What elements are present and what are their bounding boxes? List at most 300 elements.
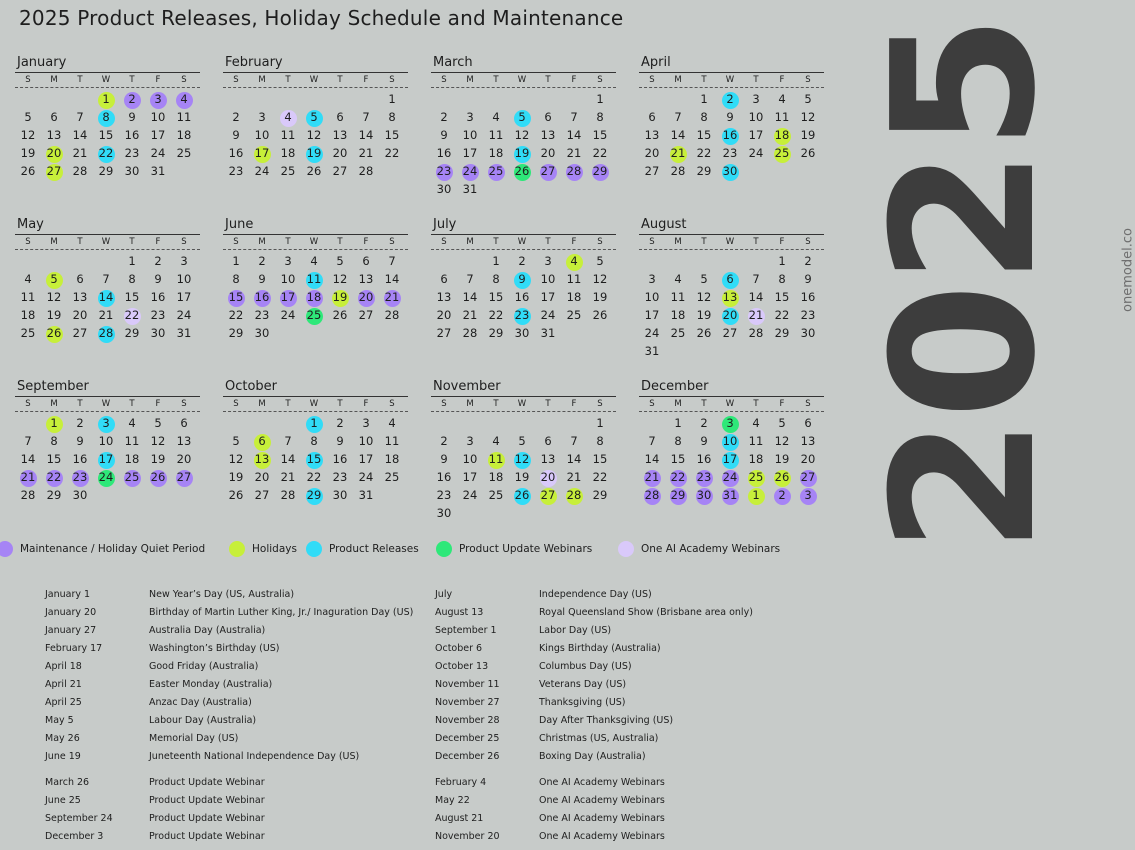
day-cell: [483, 289, 509, 307]
day-cell: [301, 487, 327, 505]
day-number: 5: [232, 434, 240, 449]
event-row: [45, 693, 425, 711]
day-cell: [639, 415, 665, 433]
day-number: 9: [336, 434, 344, 449]
weekday-label: S: [233, 237, 239, 247]
event-name: Memorial Day (US): [149, 732, 239, 744]
day-cell: [93, 145, 119, 163]
day-cell: [223, 127, 249, 145]
day-cell: [795, 415, 821, 433]
day-cell: [249, 127, 275, 145]
day-number: 19: [46, 308, 62, 323]
event-name: Columbus Day (US): [539, 660, 632, 672]
weekday-label: S: [233, 75, 239, 85]
day-number: 17: [748, 128, 764, 143]
event-date: June 19: [45, 750, 81, 762]
day-cell: [327, 145, 353, 163]
day-number: 12: [46, 290, 62, 305]
day-cell: [769, 469, 795, 487]
day-number: 19: [514, 470, 530, 485]
weekday-label: S: [181, 75, 187, 85]
week-row: [431, 271, 616, 289]
event-date: June 25: [45, 794, 81, 806]
day-number: 6: [804, 416, 812, 431]
day-marker: 3: [722, 416, 739, 433]
day-number: 15: [384, 128, 400, 143]
event-date: December 3: [45, 830, 104, 842]
day-number: 13: [358, 272, 374, 287]
day-cell: [483, 127, 509, 145]
day-cell: [691, 325, 717, 343]
day-cell: [171, 145, 197, 163]
day-cell: [691, 163, 717, 181]
event-name: Independence Day (US): [539, 588, 652, 600]
day-marker: 22: [670, 470, 687, 487]
event-name: Product Update Webinar: [149, 812, 265, 824]
day-number: 31: [176, 326, 192, 341]
day-cell: [743, 163, 769, 181]
day-cell: [769, 289, 795, 307]
event-row: [435, 773, 815, 791]
day-number: 16: [696, 452, 712, 467]
event-date: October 13: [435, 660, 489, 672]
day-cell: [717, 343, 743, 361]
day-cell: [93, 271, 119, 289]
day-marker: 20: [722, 308, 739, 325]
day-cell: [327, 271, 353, 289]
day-marker: 12: [514, 452, 531, 469]
week-row: [223, 307, 408, 325]
day-cell: [665, 127, 691, 145]
day-number: 17: [150, 128, 166, 143]
day-cell: [535, 487, 561, 505]
day-marker: 21: [670, 146, 687, 163]
weekday-label: S: [25, 399, 31, 409]
legend-label: Maintenance / Holiday Quiet Period: [20, 543, 206, 555]
day-number: 11: [774, 110, 790, 125]
day-number: 7: [570, 110, 578, 125]
day-cell: [41, 289, 67, 307]
day-cell: [119, 307, 145, 325]
month-block: [223, 380, 408, 505]
day-cell: [379, 127, 405, 145]
day-cell: [249, 469, 275, 487]
week-rows: [15, 91, 200, 181]
day-cell: [483, 469, 509, 487]
week-row: [431, 145, 616, 163]
day-number: 24: [644, 326, 660, 341]
day-number: 14: [20, 452, 36, 467]
day-number: 14: [566, 452, 582, 467]
weekday-label: T: [493, 399, 499, 409]
day-marker: 28: [566, 488, 583, 505]
day-number: 16: [124, 128, 140, 143]
week-row: [431, 469, 616, 487]
day-marker: 25: [488, 164, 505, 181]
day-marker: 4: [176, 92, 193, 109]
week-row: [431, 487, 616, 505]
day-cell: [795, 109, 821, 127]
day-cell: [743, 307, 769, 325]
day-cell: [67, 127, 93, 145]
day-number: 24: [462, 488, 478, 503]
day-cell: [353, 253, 379, 271]
week-row: [223, 469, 408, 487]
day-number: 7: [466, 272, 474, 287]
day-number: 19: [774, 452, 790, 467]
month-block: [223, 56, 408, 181]
day-cell: [561, 451, 587, 469]
day-cell: [769, 307, 795, 325]
day-number: 12: [150, 434, 166, 449]
event-name: Boxing Day (Australia): [539, 750, 646, 762]
weekday-header: [15, 73, 200, 88]
day-cell: [145, 451, 171, 469]
day-cell: [795, 163, 821, 181]
day-cell: [587, 109, 613, 127]
day-cell: [379, 163, 405, 181]
day-number: 3: [284, 254, 292, 269]
weekday-label: W: [725, 399, 735, 409]
day-cell: [15, 109, 41, 127]
day-cell: [717, 487, 743, 505]
day-number: 1: [596, 416, 604, 431]
day-number: 9: [258, 272, 266, 287]
day-cell: [353, 127, 379, 145]
event-name: Australia Day (Australia): [149, 624, 266, 636]
day-number: 7: [102, 272, 110, 287]
day-marker: 13: [254, 452, 271, 469]
day-cell: [353, 289, 379, 307]
weekday-label: T: [77, 399, 83, 409]
day-cell: [171, 271, 197, 289]
day-cell: [145, 325, 171, 343]
day-number: 23: [436, 488, 452, 503]
day-number: 16: [332, 452, 348, 467]
day-number: 21: [98, 308, 114, 323]
day-cell: [145, 145, 171, 163]
day-number: 12: [592, 272, 608, 287]
day-number: 3: [466, 110, 474, 125]
day-number: 12: [228, 452, 244, 467]
day-cell: [587, 253, 613, 271]
day-number: 17: [462, 146, 478, 161]
month-name: February: [225, 55, 283, 70]
day-cell: [665, 109, 691, 127]
day-number: 24: [748, 146, 764, 161]
day-cell: [275, 271, 301, 289]
day-cell: [691, 289, 717, 307]
day-cell: [795, 289, 821, 307]
day-number: 30: [332, 488, 348, 503]
day-cell: [717, 127, 743, 145]
day-marker: 18: [306, 290, 323, 307]
week-row: [431, 307, 616, 325]
day-number: 29: [488, 326, 504, 341]
week-row: [223, 253, 408, 271]
day-number: 16: [150, 290, 166, 305]
day-cell: [15, 433, 41, 451]
event-row: [45, 809, 425, 827]
day-cell: [379, 451, 405, 469]
weekday-header: [639, 73, 824, 88]
day-cell: [379, 91, 405, 109]
weekday-header: [15, 235, 200, 250]
day-cell: [379, 325, 405, 343]
day-cell: [509, 469, 535, 487]
day-number: 18: [566, 290, 582, 305]
day-number: 10: [540, 272, 556, 287]
day-number: 11: [124, 434, 140, 449]
day-cell: [587, 163, 613, 181]
day-number: 31: [150, 164, 166, 179]
day-cell: [93, 469, 119, 487]
day-cell: [743, 415, 769, 433]
day-cell: [171, 307, 197, 325]
day-cell: [41, 127, 67, 145]
event-row: [45, 603, 425, 621]
day-cell: [795, 145, 821, 163]
weekday-label: W: [101, 237, 111, 247]
event-date: September 1: [435, 624, 497, 636]
event-date: January 1: [45, 588, 91, 600]
weekday-label: T: [545, 75, 551, 85]
day-cell: [795, 469, 821, 487]
day-cell: [639, 343, 665, 361]
day-cell: [795, 91, 821, 109]
day-cell: [639, 163, 665, 181]
day-number: 1: [388, 92, 396, 107]
day-cell: [41, 433, 67, 451]
weekday-header: [223, 73, 408, 88]
day-cell: [15, 469, 41, 487]
day-number: 8: [596, 434, 604, 449]
day-cell: [587, 415, 613, 433]
day-cell: [275, 163, 301, 181]
day-cell: [327, 289, 353, 307]
day-cell: [223, 163, 249, 181]
month-block: [639, 380, 824, 505]
day-number: 3: [258, 110, 266, 125]
day-number: 4: [778, 92, 786, 107]
day-cell: [431, 181, 457, 199]
month-name: November: [433, 379, 501, 394]
event-name: Anzac Day (Australia): [149, 696, 252, 708]
day-cell: [769, 451, 795, 469]
day-number: 1: [674, 416, 682, 431]
day-cell: [535, 289, 561, 307]
weekday-label: F: [779, 75, 785, 85]
week-row: [431, 109, 616, 127]
day-cell: [119, 163, 145, 181]
day-marker: 18: [774, 128, 791, 145]
week-row: [15, 109, 200, 127]
day-cell: [431, 487, 457, 505]
day-cell: [639, 271, 665, 289]
day-number: 12: [306, 128, 322, 143]
holiday-list-left: [45, 585, 425, 765]
day-marker: 27: [176, 470, 193, 487]
day-cell: [457, 109, 483, 127]
month-name: October: [225, 379, 278, 394]
day-cell: [717, 451, 743, 469]
day-cell: [379, 433, 405, 451]
day-cell: [379, 271, 405, 289]
weekday-label: T: [545, 237, 551, 247]
day-cell: [743, 127, 769, 145]
day-cell: [795, 433, 821, 451]
day-cell: [67, 271, 93, 289]
weekday-label: W: [517, 399, 527, 409]
day-number: 2: [518, 254, 526, 269]
day-number: 11: [176, 110, 192, 125]
event-date: May 26: [45, 732, 80, 744]
day-cell: [223, 253, 249, 271]
week-rows: [431, 91, 616, 199]
weekday-label: T: [337, 237, 343, 247]
event-name: Product Update Webinar: [149, 830, 265, 842]
day-cell: [535, 145, 561, 163]
day-cell: [483, 451, 509, 469]
day-cell: [15, 451, 41, 469]
day-number: 9: [154, 272, 162, 287]
week-row: [223, 163, 408, 181]
day-number: 30: [72, 488, 88, 503]
month-block: [431, 218, 616, 343]
day-cell: [15, 289, 41, 307]
webinar-list-right: [435, 773, 815, 845]
day-cell: [535, 91, 561, 109]
day-number: 9: [440, 128, 448, 143]
weekday-label: M: [466, 237, 474, 247]
day-number: 27: [332, 164, 348, 179]
day-cell: [587, 181, 613, 199]
event-date: November 28: [435, 714, 500, 726]
day-marker: 25: [124, 470, 141, 487]
day-cell: [353, 109, 379, 127]
event-name: One AI Academy Webinars: [539, 812, 665, 824]
day-cell: [249, 289, 275, 307]
week-row: [15, 307, 200, 325]
day-number: 17: [176, 290, 192, 305]
day-cell: [535, 307, 561, 325]
day-cell: [561, 469, 587, 487]
week-row: [431, 325, 616, 343]
day-cell: [249, 91, 275, 109]
day-cell: [353, 145, 379, 163]
day-marker: 27: [540, 488, 557, 505]
day-number: 11: [488, 128, 504, 143]
weekday-label: F: [155, 399, 161, 409]
day-cell: [483, 163, 509, 181]
day-cell: [275, 433, 301, 451]
day-marker: 23: [514, 308, 531, 325]
day-marker: 19: [332, 290, 349, 307]
event-date: January 27: [45, 624, 97, 636]
day-cell: [353, 451, 379, 469]
day-cell: [171, 109, 197, 127]
week-rows: [223, 415, 408, 505]
weekday-label: F: [155, 237, 161, 247]
day-cell: [379, 487, 405, 505]
day-cell: [223, 109, 249, 127]
day-number: 4: [24, 272, 32, 287]
day-cell: [691, 271, 717, 289]
day-marker: 3: [800, 488, 817, 505]
day-cell: [795, 451, 821, 469]
day-cell: [275, 325, 301, 343]
day-cell: [15, 415, 41, 433]
weekday-header: [223, 235, 408, 250]
weekday-label: S: [181, 399, 187, 409]
day-number: 8: [50, 434, 58, 449]
day-cell: [717, 253, 743, 271]
day-cell: [171, 289, 197, 307]
day-cell: [691, 433, 717, 451]
day-cell: [171, 163, 197, 181]
day-cell: [691, 109, 717, 127]
day-cell: [249, 145, 275, 163]
day-number: 9: [700, 434, 708, 449]
day-number: 29: [124, 326, 140, 341]
weekday-header: [223, 397, 408, 412]
week-row: [639, 271, 824, 289]
month-block: [431, 380, 616, 523]
day-cell: [743, 109, 769, 127]
day-number: 14: [358, 128, 374, 143]
day-cell: [145, 271, 171, 289]
week-row: [15, 127, 200, 145]
day-cell: [431, 163, 457, 181]
day-cell: [15, 487, 41, 505]
day-number: 16: [436, 146, 452, 161]
day-cell: [67, 433, 93, 451]
event-date: January 20: [45, 606, 97, 618]
day-number: 7: [24, 434, 32, 449]
day-marker: 30: [722, 164, 739, 181]
day-cell: [145, 415, 171, 433]
day-cell: [301, 253, 327, 271]
day-number: 5: [518, 434, 526, 449]
day-cell: [639, 91, 665, 109]
day-cell: [171, 451, 197, 469]
event-date: April 18: [45, 660, 82, 672]
day-number: 30: [254, 326, 270, 341]
event-row: [45, 747, 425, 765]
day-number: 14: [462, 290, 478, 305]
day-number: 1: [492, 254, 500, 269]
day-marker: 17: [254, 146, 271, 163]
event-row: [435, 585, 815, 603]
day-number: 4: [128, 416, 136, 431]
weekday-label: M: [50, 399, 58, 409]
day-cell: [587, 145, 613, 163]
event-date: February 17: [45, 642, 103, 654]
day-cell: [431, 325, 457, 343]
day-cell: [353, 307, 379, 325]
week-row: [431, 451, 616, 469]
day-cell: [119, 415, 145, 433]
day-cell: [379, 109, 405, 127]
day-cell: [119, 109, 145, 127]
month-block: [15, 56, 200, 181]
day-cell: [665, 487, 691, 505]
day-number: 24: [254, 164, 270, 179]
weekday-label: S: [389, 75, 395, 85]
day-number: 14: [280, 452, 296, 467]
day-number: 13: [800, 434, 816, 449]
day-cell: [665, 343, 691, 361]
